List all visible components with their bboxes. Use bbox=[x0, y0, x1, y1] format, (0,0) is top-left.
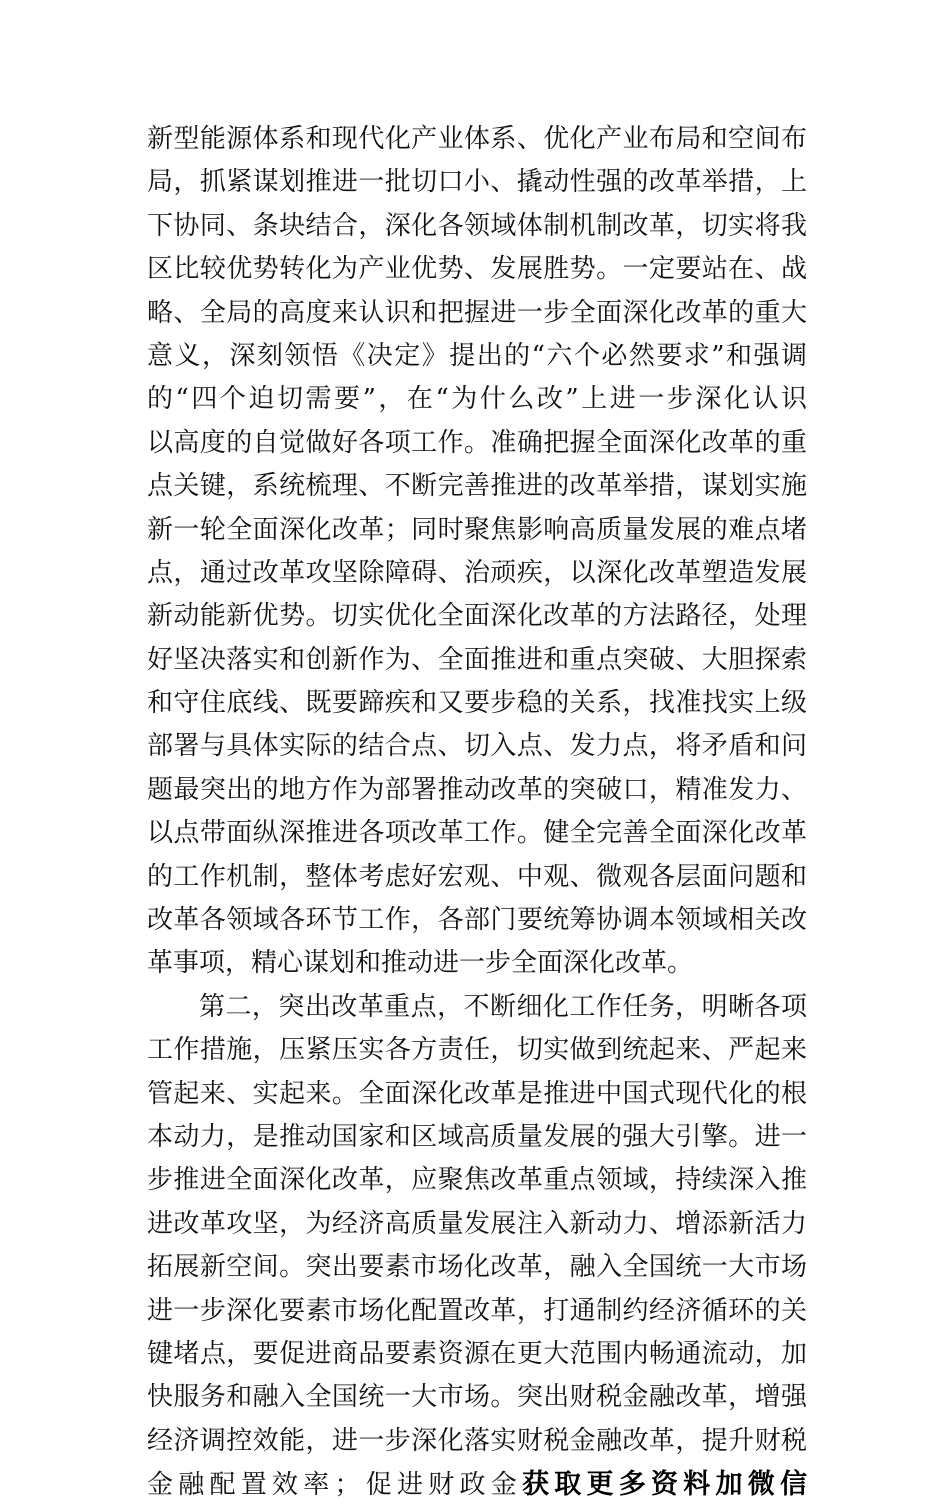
text-line: 新动能新优势。切实优化全面深化改革的方法路径，处理 bbox=[147, 601, 807, 632]
text-line: 局，抓紧谋划推进一批切口小、撬动性强的改革举措，上 bbox=[147, 167, 807, 198]
text-line: 快服务和融入全国统一大市场。突出财税金融改革，增强 bbox=[147, 1382, 807, 1413]
promo-banner-text: 获取更多资料加微信 bbox=[522, 1469, 807, 1501]
text-line: 管起来、实起来。全面深化改革是推进中国式现代化的根 bbox=[147, 1078, 807, 1109]
text-line: 工作措施，压紧压实各方责任，切实做到统起来、严起来 bbox=[147, 1035, 807, 1066]
text-line: 意义，深刻领悟《决定》提出的“六个必然要求”和强调 bbox=[147, 340, 807, 371]
text-line: 下协同、条块结合，深化各领域体制机制改革，切实将我 bbox=[147, 210, 807, 241]
text-line: 题最突出的地方作为部署推动改革的突破口，精准发力、 bbox=[147, 774, 807, 805]
text-line: 好坚决落实和创新作为、全面推进和重点突破、大胆探索 bbox=[147, 644, 807, 675]
text-line: 的工作机制，整体考虑好宏观、中观、微观各层面问题和 bbox=[147, 861, 807, 892]
text-line: 革事项，精心谋划和推动进一步全面深化改革。 bbox=[147, 948, 694, 979]
text-line: 改革各领域各环节工作，各部门要统筹协调本领域相关改 bbox=[147, 905, 807, 936]
text-line: 新一轮全面深化改革；同时聚焦影响高质量发展的难点堵 bbox=[147, 514, 807, 545]
text-line: 略、全局的高度来认识和把握进一步全面深化改革的重大 bbox=[147, 297, 807, 328]
text-line: 以点带面纵深推进各项改革工作。健全完善全面深化改革 bbox=[147, 818, 807, 849]
text-line-with-promo bbox=[147, 1463, 807, 1506]
text-line: 进改革攻坚，为经济高质量发展注入新动力、增添新活力 bbox=[147, 1208, 807, 1239]
text-line: 和守住底线、既要蹄疾和又要步稳的关系，找准找实上级 bbox=[147, 688, 807, 719]
text-line: 进一步深化要素市场化配置改革，打通制约经济循环的关 bbox=[147, 1295, 807, 1326]
text-fragment: 金融配置效率；促进财政金 bbox=[147, 1470, 522, 1501]
text-line: 以高度的自觉做好各项工作。准确把握全面深化改革的重 bbox=[147, 427, 807, 458]
text-line: 的“四个迫切需要”，在“为什么改”上进一步深化认识 bbox=[147, 384, 807, 415]
text-line-indented: 第二，突出改革重点，不断细化工作任务，明晰各项 bbox=[199, 991, 807, 1022]
text-line: 拓展新空间。突出要素市场化改革，融入全国统一大市场 bbox=[147, 1252, 807, 1283]
text-line: 经济调控效能，进一步深化落实财税金融改革，提升财税 bbox=[147, 1425, 807, 1456]
text-line: 点关键，系统梳理、不断完善推进的改革举措，谋划实施 bbox=[147, 471, 807, 502]
text-line: 键堵点，要促进商品要素资源在更大范围内畅通流动，加 bbox=[147, 1338, 807, 1369]
text-line: 本动力，是推动国家和区域高质量发展的强大引擎。进一 bbox=[147, 1121, 807, 1152]
text-line: 步推进全面深化改革，应聚焦改革重点领域，持续深入推 bbox=[147, 1165, 807, 1196]
text-line: 新型能源体系和现代化产业体系、优化产业布局和空间布 bbox=[147, 124, 807, 154]
text-line: 点，通过改革攻坚除障碍、治顽疾，以深化改革塑造发展 bbox=[147, 557, 807, 588]
document-body bbox=[147, 118, 807, 1507]
text-line: 部署与具体实际的结合点、切入点、发力点，将矛盾和问 bbox=[147, 731, 807, 762]
text-line: 区比较优势转化为产业优势、发展胜势。一定要站在、战 bbox=[147, 254, 807, 285]
